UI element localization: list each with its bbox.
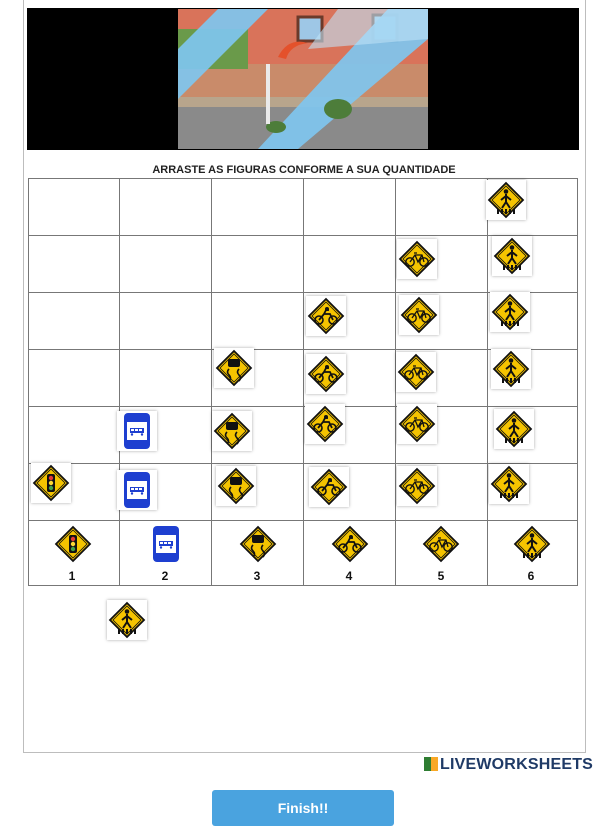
draggable-pedestrian-crossing-tile[interactable] xyxy=(489,464,529,504)
column-number-4: 4 xyxy=(345,569,353,583)
draggable-motorcycle-tile[interactable] xyxy=(309,467,349,507)
instruction-title: ARRASTE AS FIGURAS CONFORME A SUA QUANTIDADE xyxy=(152,164,456,176)
draggable-slippery-road-tile[interactable] xyxy=(212,411,252,451)
draggable-bicycle-tile[interactable] xyxy=(397,466,437,506)
draggable-bicycle-tile[interactable] xyxy=(397,404,437,444)
column-number-6: 6 xyxy=(527,569,535,583)
motorcycle-sign-icon xyxy=(330,524,370,564)
draggable-traffic-light-tile[interactable] xyxy=(31,463,71,503)
liveworksheets-logo-icon xyxy=(424,757,438,771)
draggable-pedestrian-crossing-tile[interactable] xyxy=(492,236,532,276)
draggable-pedestrian-crossing-tile[interactable] xyxy=(491,349,531,389)
column-number-1: 1 xyxy=(68,569,76,583)
draggable-bicycle-tile[interactable] xyxy=(399,295,439,335)
draggable-pedestrian-crossing-tile[interactable] xyxy=(486,180,526,220)
draggable-bus-stop-tile[interactable] xyxy=(117,411,157,451)
liveworksheets-logo xyxy=(424,756,593,774)
draggable-motorcycle-tile[interactable] xyxy=(306,296,346,336)
finish-button[interactable]: Finish!! xyxy=(212,790,394,826)
draggable-bicycle-tile[interactable] xyxy=(397,239,437,279)
draggable-slippery-road-tile[interactable] xyxy=(216,466,256,506)
slippery-road-sign-icon xyxy=(238,524,278,564)
bicycle-sign-icon xyxy=(421,524,461,564)
pedestrian-crossing-sign-icon xyxy=(512,524,552,564)
road-scene-image xyxy=(178,9,428,149)
brand-name: LIVEWORKSHEETS xyxy=(440,756,594,773)
draggable-bicycle-tile[interactable] xyxy=(396,352,436,392)
draggable-pedestrian-crossing-tile[interactable] xyxy=(490,292,530,332)
draggable-slippery-road-tile[interactable] xyxy=(214,348,254,388)
column-number-3: 3 xyxy=(253,569,261,583)
draggable-pedestrian-crossing-tile[interactable] xyxy=(494,409,534,449)
traffic-light-sign-icon xyxy=(53,524,93,564)
bus-stop-sign-icon xyxy=(146,524,186,564)
column-number-5: 5 xyxy=(437,569,445,583)
draggable-motorcycle-tile[interactable] xyxy=(305,404,345,444)
column-number-2: 2 xyxy=(161,569,169,583)
draggable-motorcycle-tile[interactable] xyxy=(306,354,346,394)
draggable-bus-stop-tile[interactable] xyxy=(117,470,157,510)
draggable-pedestrian-crossing-tile-tray[interactable] xyxy=(107,600,147,640)
